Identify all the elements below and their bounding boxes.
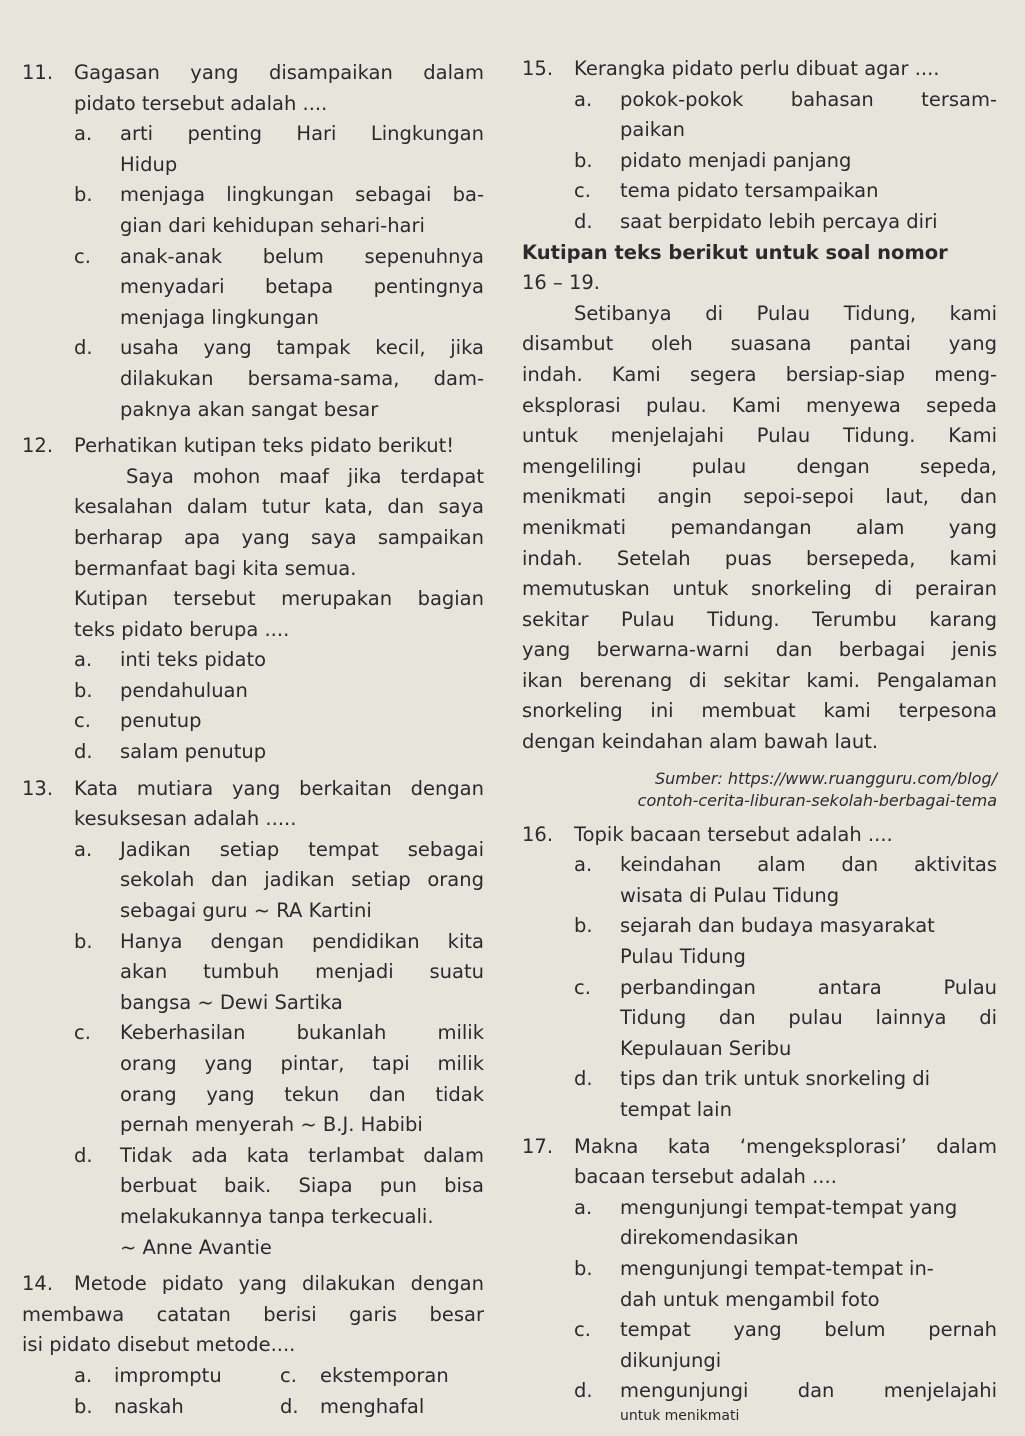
option-a-label[interactable]: a. (74, 1363, 93, 1387)
option-a-text[interactable]: impromptu (114, 1363, 222, 1387)
right-column (522, 54, 997, 1425)
question-11 (22, 58, 484, 425)
option-c[interactable]: c. tema pidato tersampaikan (574, 179, 879, 203)
option-b[interactable]: b. Hanya dengan pendidikan kita akan tumbuh menjadi suatu bangsa ~ Dewi Sartika (74, 929, 484, 1014)
reading-passage: Setibanya di Pulau Tidung, kami disambut oleh suasana pantai yang indah. Kami segera bersiap-siap meng- eksplorasi pulau. Kami menyewa sepeda untuk menjelajahi Pulau Tidung. Kami mengelilingi pulau dengan sepeda, menikmati angin sepoi-sepoi laut, dan menikmati pemandangan alam yang indah. Setelah puas bersepeda, kami memutuskan untuk snorkeling di perairan sekitar Pulau Tidung. Terumbu karang yang berwarna-warni dan berbagai jenis ikan berenang di sekitar kami. Pengalaman snorkeling ini membuat kami terpesona dengan keindahan alam bawah laut. (522, 301, 997, 754)
option-row-2 (22, 1392, 484, 1423)
option-c[interactable]: c. anak-anak belum sepenuhnya menyadari betapa pentingnya menjaga lingkungan (74, 244, 484, 329)
passage-source: Sumber: https://www.ruangguru.com/blog/ contoh-cerita-liburan-sekolah-berbagai-tema (637, 768, 997, 810)
option-c[interactable]: c. penutup (74, 709, 202, 733)
option-b[interactable]: b. menjaga lingkungan sebagai ba- gian dari kehidupan sehari-hari (74, 183, 484, 237)
option-a[interactable]: a. Jadikan setiap tempat sebagai sekolah dan jadikan setiap orang sebagai guru ~ RA Kartini (74, 837, 484, 923)
question-stem: Metode pidato yang dilakukan dengan (74, 1272, 484, 1296)
option-d-text[interactable]: menghafal (320, 1394, 425, 1418)
option-b-label[interactable]: b. (74, 1394, 93, 1418)
option-a[interactable]: a. pokok-pokok bahasan tersam- paikan (574, 87, 997, 142)
option-d[interactable]: d. salam penutup (74, 740, 267, 764)
option-b[interactable]: b. mengunjungi tempat-tempat in- dah untuk mengambil foto (574, 1256, 934, 1311)
left-column (22, 58, 484, 1422)
question-12: 12. Perhatikan kutipan teks pidato berikut! Saya mohon maaf jika terdapat kesalahan dalam tutur kata, dan saya berharap apa yang saya sampaikan bermanfaat bagi kita semua. Kutipan tersebut merupakan bagian teks pidato berupa .... a. inti teks pidato b. pendahuluan c. penutup d. salam penutup (22, 431, 484, 768)
question-stem: Topik bacaan tersebut adalah .... (574, 822, 893, 846)
option-d[interactable]: d. tips dan trik untuk snorkeling di tempat lain (574, 1067, 931, 1121)
option-a[interactable]: a. inti teks pidato (74, 648, 267, 672)
question-number: 15. (522, 57, 554, 80)
question-17: 17. Makna kata ‘mengeksplorasi’ dalam bacaan tersebut adalah .... a. mengunjungi tempat-tempat yang direkomendasikan b. mengunjungi tempat-tempat in- dah untuk mengambil foto c. tempat yang belum pernah dikunjungi d. mengunjungi dan menjelajahi untuk menikmati (522, 1132, 997, 1425)
option-b[interactable]: b. pendahuluan (74, 678, 248, 702)
option-c[interactable]: c. perbandingan antara Pulau Tidung dan pulau lainnya di Kepulauan Seribu (574, 975, 997, 1060)
option-a[interactable]: a. mengunjungi tempat-tempat yang direkomendasikan (574, 1195, 958, 1250)
question-stem: Perhatikan kutipan teks pidato berikut! (74, 434, 455, 458)
question-number: 13. (22, 776, 54, 800)
question-stem: Makna kata ‘mengeksplorasi’ dalam (574, 1134, 997, 1158)
quote-block: Saya mohon maaf jika terdapat kesalahan dalam tutur kata, dan saya berharap apa yang saya sampaikan bermanfaat bagi kita semua. (74, 464, 484, 580)
option-d[interactable]: d. mengunjungi dan menjelajahi untuk menikmati (574, 1379, 997, 1424)
option-a[interactable]: a. arti penting Hari Lingkungan Hidup (74, 122, 484, 176)
question-follow: Kutipan tersebut merupakan bagian (74, 587, 484, 611)
question-14: 14. Metode pidato yang dilakukan dengan membawa catatan berisi garis besar isi pidato disebut metode.... a. impromptu c. ekstemporan b. naskah d. menghafal (22, 1269, 484, 1422)
question-15 (522, 54, 997, 238)
option-row-1 (22, 1361, 484, 1392)
option-d-label[interactable]: d. (280, 1394, 299, 1418)
question-number: 14. (22, 1272, 54, 1296)
question-number: 11. (22, 61, 54, 84)
option-d[interactable]: d. saat berpidato lebih percaya diri (574, 209, 938, 233)
option-c[interactable]: c. tempat yang belum pernah dikunjungi (574, 1318, 997, 1372)
question-stem-cont: pidato tersebut adalah .... (74, 91, 328, 115)
question-16 (522, 820, 997, 1126)
option-c-text[interactable]: ekstemporan (320, 1363, 449, 1387)
question-number: 12. (22, 434, 54, 458)
passage-heading: Kutipan teks berikut untuk soal nomor (522, 240, 948, 264)
question-13: 13. Kata mutiara yang berkaitan dengan kesuksesan adalah ..... a. Jadikan setiap tempat sebagai sekolah dan jadikan setiap orang sebagai guru ~ RA Kartini b. Hanya dengan pendidikan kita akan tumbuh menjadi suatu bangsa ~ Dewi Sartika c. Keberhasilan bukanlah milik orang yang pintar, tapi milik orang yang tekun dan tidak pernah menyerah ~ B.J. Habibi d. Tidak ada kata terlambat dalam berbuat baik. Siapa pun bisa melakukannya tanpa terkecuali. ~ Anne Avantie (22, 774, 484, 1264)
option-d[interactable]: d. usaha yang tampak kecil, jika dilakukan bersama-sama, dam- paknya akan sangat besar (74, 336, 484, 421)
option-a[interactable]: a. keindahan alam dan aktivitas wisata di Pulau Tidung (574, 853, 997, 907)
passage-heading-range: 16 – 19. (522, 271, 600, 295)
option-c-label[interactable]: c. (280, 1363, 297, 1387)
option-b[interactable]: b. pidato menjadi panjang (574, 148, 852, 172)
question-number: 16. (522, 822, 554, 846)
question-stem: Kata mutiara yang berkaitan dengan (74, 776, 484, 800)
question-stem: Kerangka pidato perlu dibuat agar .... (574, 57, 940, 80)
question-stem: Gagasan yang disampaikan dalam (74, 61, 484, 84)
option-b-text[interactable]: naskah (114, 1394, 184, 1418)
option-d[interactable]: d. Tidak ada kata terlambat dalam berbuat baik. Siapa pun bisa melakukannya tanpa terkecuali. ~ Anne Avantie (74, 1143, 484, 1259)
question-number: 17. (522, 1134, 554, 1158)
option-b[interactable]: b. sejarah dan budaya masyarakat Pulau Tidung (574, 914, 935, 969)
option-c[interactable]: c. Keberhasilan bukanlah milik orang yang pintar, tapi milik orang yang tekun dan tidak pernah menyerah ~ B.J. Habibi (74, 1021, 484, 1137)
